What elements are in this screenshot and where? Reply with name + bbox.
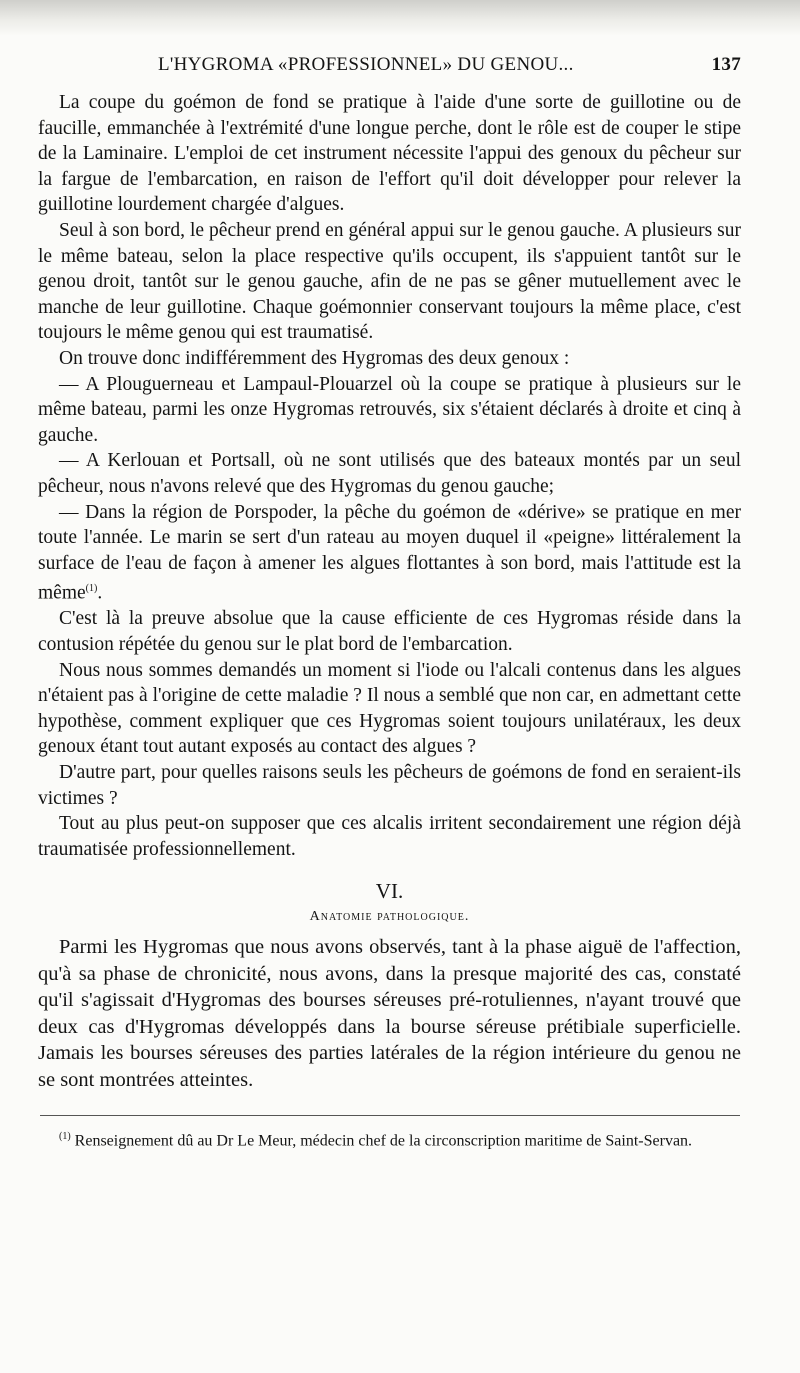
paragraph-other-reasons: D'autre part, pour quelles raisons seuls les pêcheurs de goémons de fond en seraient-ils victimes ? — [38, 761, 741, 809]
paragraph-porspoder-end: . — [97, 582, 103, 604]
footnote-text: Renseignement dû au Dr Le Meur, médecin chef de la circonscription maritime de Saint-Servan. — [74, 1132, 693, 1150]
paragraph-both-knees: On trouve donc indifféremment des Hygromas des deux genoux : — [59, 347, 570, 369]
paragraph-knee-support: Seul à son bord, le pêcheur prend en général appui sur le genou gauche. A plusieurs sur le même bateau, selon la place respective qu'ils occupent, ils s'appuient tantôt sur le genou droit, tantôt sur le genou gauche, afin de ne pas se gêner mutuellement avec le manche de leur guillotine. Chaque goémonnier conservant toujours la même place, c'est toujours le même genou qui est traumatisé. — [38, 219, 741, 344]
scan-shadow — [0, 0, 800, 36]
paragraph-goemon-cutting: La coupe du goémon de fond se pratique à l'aide d'une sorte de guillotine ou de faucille, emmanchée à l'extrémité d'une longue perche, dont le rôle est de couper le stipe de la Laminaire. L'emploi de cet instrument nécessite l'appui des genoux du pêcheur sur la fargue de l'embarcation, en raison de l'effort qu'il doit développer pour relever la guillotine lourdement chargée d'algues. — [38, 92, 741, 216]
paragraph-porspoder — [38, 500, 741, 607]
paragraph-iodine: Nous nous sommes demandés un moment si l'iode ou l'alcali contenus dans les algues n'étaient pas à l'origine de cette maladie ? Il nous a semblé que non car, en admettant cette hypothèse, comment expliquer que ces Hygromas soient toujours unilatéraux, les deux genoux étant tout autant exposés au contact des algues ? — [38, 659, 741, 758]
section-number: VI. — [375, 879, 404, 904]
footnote-reference[interactable]: (1) — [85, 583, 98, 595]
paragraph-plouguerneau: — A Plouguerneau et Lampaul-Plouarzel où la coupe se pratique à plusieurs sur le même bateau, parmi les onze Hygromas retrouvés, six s'étaient déclarés à droite et cinq à gauche. — [38, 373, 741, 446]
running-head-title: L'HYGROMA «PROFESSIONNEL» DU GENOU... — [158, 54, 574, 75]
section-body — [38, 934, 741, 1093]
footnote-divider — [40, 1115, 740, 1116]
paragraph-kerlouan: — A Kerlouan et Portsall, où ne sont utilisés que des bateaux montés par un seul pêcheur, nous n'avons relevé que des Hygromas du genou gauche; — [38, 450, 741, 497]
running-head — [38, 54, 741, 84]
paragraph-alkali: Tout au plus peut-on supposer que ces alcalis irritent secondairement une région déjà traumatisée professionnellement. — [38, 813, 741, 860]
paragraph-porspoder-text: — Dans la région de Porspoder, la pêche du goémon de «dérive» se pratique en mer toute l'année. Le marin se sert d'un rateau au moyen duquel il «peigne» littéralement la surface de l'eau de façon à amener les algues flottantes à son bord, mais l'attitude est la même — [38, 501, 741, 604]
body-text — [38, 90, 741, 862]
footnote-mark: (1) — [59, 1131, 71, 1143]
book-page — [38, 54, 741, 1153]
paragraph-proof: C'est là la preuve absolue que la cause efficiente de ces Hygromas réside dans la contusion répétée du genou sur le plat bord de l'embarcation. — [38, 608, 741, 655]
page-number: 137 — [711, 54, 741, 75]
footnote — [38, 1126, 741, 1152]
paragraph-pathology: Parmi les Hygromas que nous avons observés, tant à la phase aiguë de l'affection, qu'à sa phase de chronicité, nous avons, dans la presque majorité des cas, constaté qu'il s'agissait d'Hygromas des bourses séreuses pré-rotuliennes, n'ayant trouvé que deux cas d'Hygromas développés dans la bourse séreuse prétibiale superficielle. Jamais les bourses séreuses des parties latérales de la région intérieure du genou ne se sont montrées atteintes. — [38, 936, 741, 1091]
section-title: Anatomie pathologique. — [309, 909, 470, 925]
